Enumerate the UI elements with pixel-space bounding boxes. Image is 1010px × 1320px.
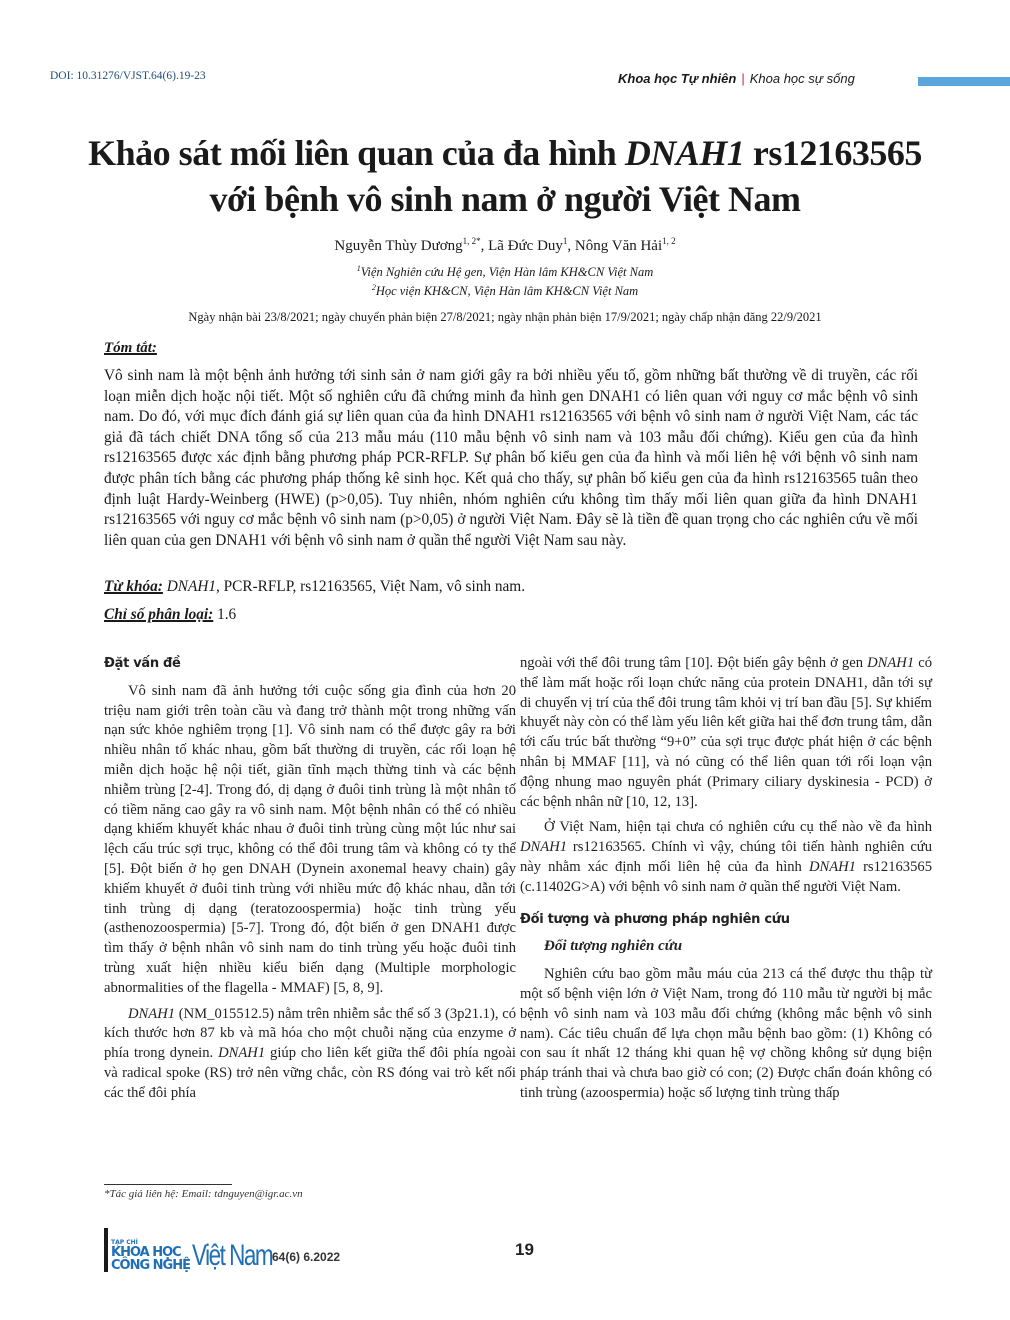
journal-logo: TẠP CHÍ KHOA HỌC CÔNG NGHỆ Việt Nam — [104, 1228, 299, 1272]
subsection-heading-subjects: Đối tượng nghiên cứu — [544, 938, 683, 955]
paragraph: DNAH1 (NM_015512.5) nằm trên nhiễm sắc thể số 3 (3p21.1), có kích thước hơn 87 kb và mã hóa cho một chuỗi nặng của enzyme ở phía trong dynein. DNAH1 giúp cho liên kết giữa thể đôi phía ngoài và radical spoke (RS) trở nên vững chắc, còn RS đóng vai trò kết nối các thể đôi phía — [104, 1005, 516, 1101]
doi-label: DOI: 10.31276/VJST.64(6).19-23 — [50, 70, 206, 82]
author-3: Nông Văn Hải — [574, 238, 663, 254]
affiliation-2: $^2$Học viện KH&CN, Viện Hàn lâm KH&CN Việt Nam — [371, 283, 639, 299]
header-accent-bar — [918, 77, 1010, 86]
title-line-1: Khảo sát mối liên quan của đa hình DNAH1 rs12163565 — [88, 133, 922, 173]
abstract-text: Vô sinh nam là một bệnh ảnh hưởng tới sinh sản ở nam giới gây ra bởi nhiều yếu tố, gồm những bất thường về di truyền, các rối loạn miễn dịch hoặc nội tiết. Một số nghiên cứu đã chứng minh đa hình gen DNAH1 có liên quan với nguy cơ mắc bệnh vô sinh nam. Do đó, với mục đích đánh giá sự liên quan của đa hình DNAH1 rs12163565 với bệnh vô sinh nam ở người Việt Nam, các tác giả đã tách chiết DNA tổng số của 213 mẫu máu (110 mẫu bệnh vô sinh nam và 103 mẫu đối chứng). Kiểu gen của đa hình rs12163565 được xác định bằng phương pháp PCR-RFLP. Sự phân bố kiểu gen của đa hình và mối liên hệ với bệnh vô sinh nam được phân tích bằng các phương pháp thống kê sinh học. Kết quả cho thấy, sự phân bố kiểu gen của đa hình rs12163565 tuân theo định luật Hardy-Weinberg (HWE) (p>0,05). Tuy nhiên, nhóm nghiên cứu không tìm thấy mối liên quan giữa đa hình DNAH1 rs12163565 với nguy cơ mắc bệnh vô sinh nam (p>0,05) ở người Việt Nam. Đây sẽ là tiền đề quan trọng cho các nghiên cứu về mối liên quan của gen DNAH1 với bệnh vô sinh nam ở quần thể người Việt Nam sau này. — [104, 367, 918, 549]
submission-dates: Ngày nhận bài 23/8/2021; ngày chuyển phản biện 27/8/2021; ngày nhận phản biện 17/9/2021; ngày chấp nhận đăng 22/9/2021 — [188, 310, 822, 324]
abstract-label: Tóm tắt: — [104, 340, 157, 356]
footnote-rule — [104, 1184, 232, 1185]
title-gene: DNAH1 — [624, 133, 745, 173]
page-number: 19 — [515, 1240, 534, 1259]
title-line-2: với bệnh vô sinh nam ở người Việt Nam — [209, 179, 801, 219]
classification-value: 1.6 — [217, 606, 237, 623]
affiliation-1: $^1$Viện Nghiên cứu Hệ gen, Viện Hàn lâm KH&CN Việt Nam — [356, 264, 654, 280]
paragraph: Ở Việt Nam, hiện tại chưa có nghiên cứu cụ thể nào về đa hình DNAH1 rs12163565. Chính vì vậy, chúng tôi tiến hành nghiên cứu này nhằm xác định mối liên hệ của đa hình DNAH1 rs12163565 (c.11402G>A) với bệnh vô sinh nam ở quần thể người Việt Nam. — [520, 819, 932, 895]
issue-label: 64(6) 6.2022 — [272, 1250, 341, 1264]
left-column — [104, 654, 516, 1110]
author-1: Nguyễn Thùy Dương — [334, 238, 463, 254]
corresponding-author-footnote: *Tác giả liên hệ: Email: tdnguyen@igr.ac.vn — [104, 1188, 303, 1200]
author-2: Lã Đức Duy — [488, 238, 563, 254]
section-separator: | — [741, 71, 745, 86]
section-sub: Khoa học sự sống — [749, 71, 855, 86]
paragraph: ngoài với thể đôi trung tâm [10]. Đột biến gây bệnh ở gen DNAH1 có thể làm mất hoặc rối loạn chức năng của protein DNAH1, dẫn tới sự di chuyển vị trí của thể đôi trung tâm khỏi vị trí ban đầu [5]. Sự khiếm khuyết này còn có thể làm yếu liên kết giữa hai thể đơn trung tâm, dẫn tới cấu trúc bất thường “9+0” của sợi trục được phát hiện ở các bệnh nhân bị MMAF [11], và nó cũng có thể liên quan tới rối loạn vận động nhung mao nguyên phát (Primary ciliary dyskinesia - PCD) ở các bệnh nhân nữ [10, 12, 13]. — [520, 655, 932, 810]
authors: Nguyễn Thùy Dương$^{1, 2*}$, Lã Đức Duy$^1$, Nông Văn Hải$^{1, 2}$ — [334, 236, 676, 254]
section-heading-methods: Đối tượng và phương pháp nghiên cứu — [520, 911, 790, 927]
paragraph: Vô sinh nam đã ảnh hưởng tới cuộc sống gia đình của hơn 20 triệu nam giới trên toàn cầu và đang trở thành một trong những vấn nạn sức khỏe nghiêm trọng [1]. Vô sinh nam có thể được gây ra bởi nhiều nhân tố khác nhau, gồm bất thường di truyền, các rối loạn hệ miễn dịch hoặc hệ nội tiết, giãn tĩnh mạch thừng tinh và các bệnh nhiễm trùng [2-4]. Trong đó, dị dạng ở đuôi tinh trùng là một nhân tố có tiềm năng cao gây ra vô sinh nam. Một bệnh nhân có thể có nhiều dạng khiếm khuyết khác nhau ở đuôi tinh trùng cùng một lúc như sai lệch cấu trúc sợi trục, không có thể đôi trung tâm và không có ty thể [5]. Đột biến ở họ gen DNAH (Dynein axonemal heavy chain) gây khiếm khuyết ở đuôi tinh trùng với nhiều mức độ khác nhau, dẫn tới tinh trùng dị dạng (teratozoospermia) hoặc tinh trùng yếu (asthenozoospermia) [5-7]. Trong đó, đột biến ở gen DNAH1 được tìm thấy ở bệnh nhân vô sinh nam do tinh trùng yếu hoặc đuôi tinh trùng xuất hiện nhiều kiểu biến dạng (Multiple morphologic abnormalities of the flagella - MMAF) [5, 8, 9]. — [104, 682, 516, 996]
keywords-label: Từ khóa: — [104, 578, 163, 595]
section-heading-introduction: Đặt vấn đề — [104, 656, 181, 671]
right-column — [520, 654, 932, 1110]
section-main: Khoa học Tự nhiên — [618, 71, 737, 86]
classification-label: Chỉ số phân loại: — [104, 606, 214, 623]
paper-title — [60, 130, 950, 222]
keywords: Từ khóa: DNAH1, PCR-RFLP, rs12163565, Việt Nam, vô sinh nam. — [104, 578, 526, 595]
classification — [104, 606, 918, 624]
logo-bar — [104, 1228, 108, 1272]
paragraph: Nghiên cứu bao gồm mẫu máu của 213 cá thể được thu thập từ một số bệnh viện lớn ở Việt Nam, trong đó 110 mẫu từ người bị mắc bệnh vô sinh nam và 103 mẫu đối chứng (không mắc bệnh vô sinh nam). Các tiêu chuẩn để lựa chọn mẫu bệnh bao gồm: (1) Không có con sau ít nhất 12 tháng khi quan hệ vợ chồng không sử dụng biện pháp tránh thai và chưa bao giờ có con; (2) Được chẩn đoán không có tinh trùng (azoospermia) hoặc số lượng tinh trùng thấp — [520, 966, 932, 1101]
section-header — [618, 71, 855, 86]
